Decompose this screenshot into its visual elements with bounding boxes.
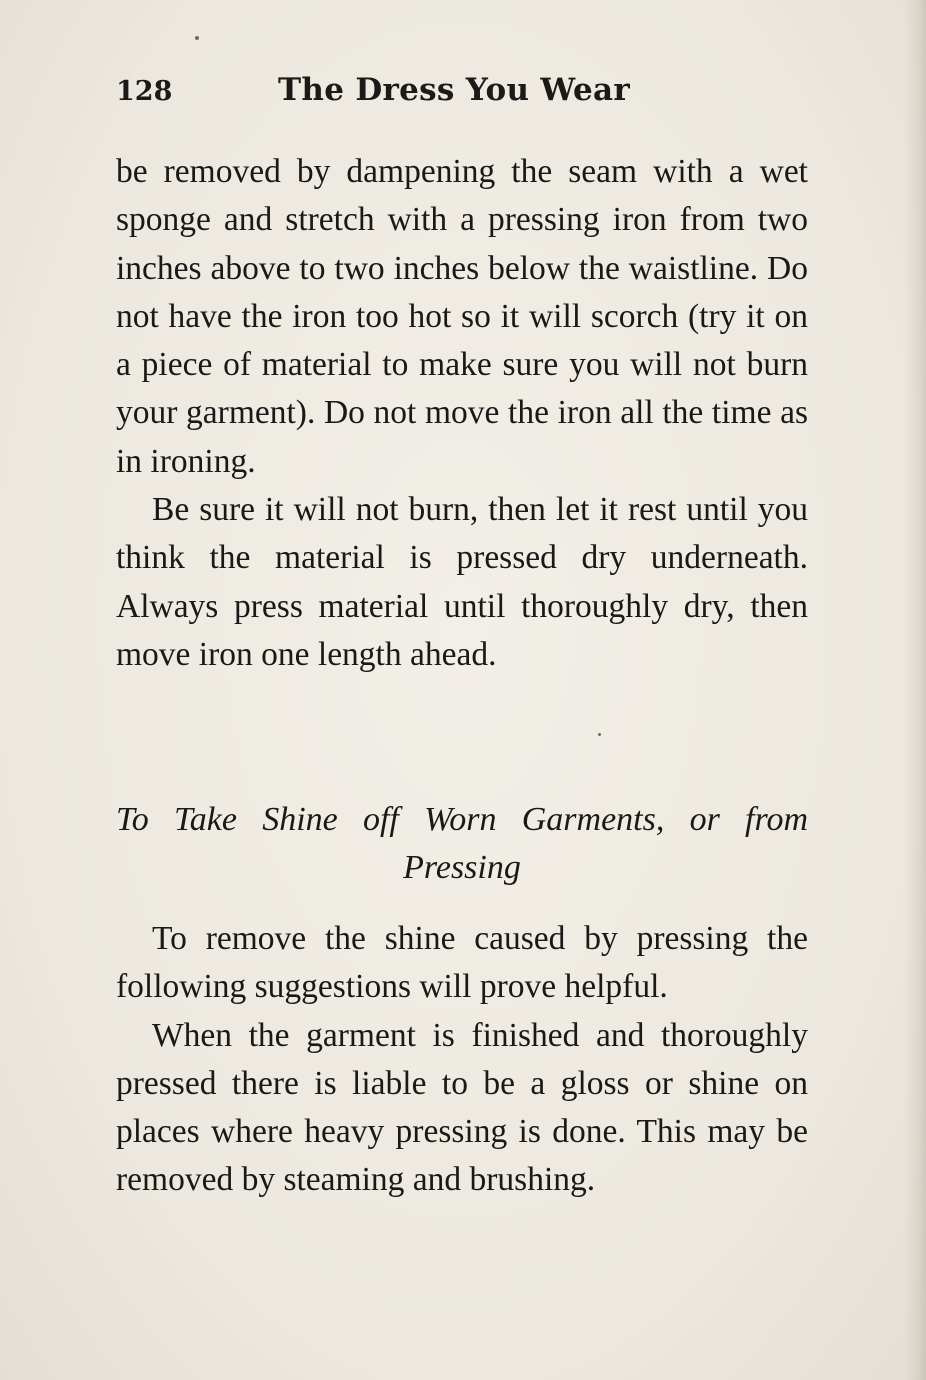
- body-text-bottom: [116, 915, 808, 1205]
- book-title: The Dress You Wear: [278, 72, 631, 108]
- paragraph-remove-shine: To remove the shine caused by pressing the following suggestions will prove helpful.: [116, 920, 808, 1006]
- paper-speck: [598, 733, 601, 736]
- section-heading: [116, 796, 808, 892]
- page-number: 128: [116, 76, 173, 107]
- paragraph-steaming: When the garment is finished and thoroughly pressed there is liable to be a gloss or shine on places where heavy pressing is done. This may be removed by steaming and brushing.: [116, 1016, 808, 1199]
- body-text-top: [116, 148, 808, 679]
- section-heading-line-1: To Take Shine off Worn Garments, or from: [116, 801, 808, 838]
- section-heading-line-2: Pressing: [403, 849, 521, 886]
- paragraph-continued: be removed by dampening the seam with a wet sponge and stretch with a pressing iron from two inches above to two inches below the waistline. Do not have the iron too hot so it will scorch (try it on a piece of material to make sure you will not burn your garment). Do not move the iron all the time as in ironing.: [116, 153, 808, 480]
- paper-speck: [195, 36, 199, 40]
- running-head: [116, 72, 816, 116]
- paragraph-rest-iron: Be sure it will not burn, then let it rest until you think the material is pressed dry underneath. Always press material until thoroughly dry, then move iron one length ahead.: [116, 491, 808, 673]
- page-edge-shadow: [904, 0, 926, 1380]
